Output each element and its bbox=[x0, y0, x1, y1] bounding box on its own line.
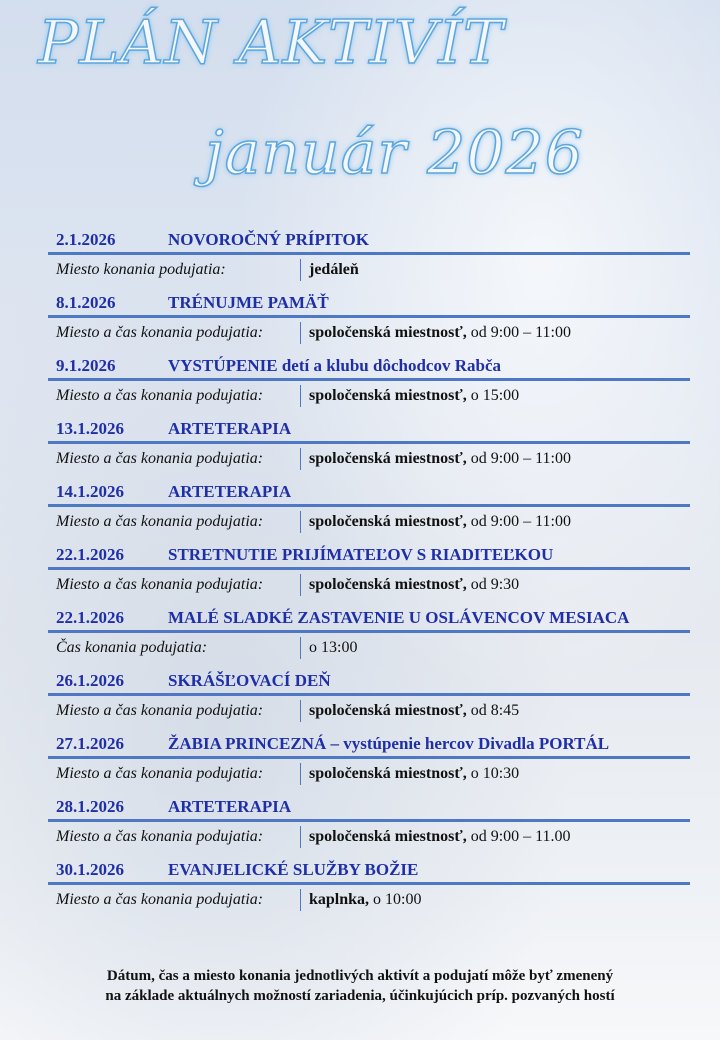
event-detail-value bbox=[301, 885, 422, 915]
event-detail-label: Miesto a čas konania podujatia: bbox=[48, 574, 301, 596]
event-header bbox=[48, 795, 690, 819]
event-name: SKRÁŠĽOVACÍ DEŇ bbox=[168, 671, 331, 690]
footer-line-1: Dátum, čas a miesto konania jednotlivých aktivít a podujatí môže byť zmenený bbox=[106, 968, 614, 984]
event-date: 13.1.2026 bbox=[56, 419, 124, 438]
event-item bbox=[48, 228, 690, 291]
event-place: spoločenská miestnosť, bbox=[309, 324, 467, 341]
event-item bbox=[48, 291, 690, 354]
event-time: o 10:30 bbox=[466, 765, 520, 782]
event-detail-value bbox=[301, 444, 571, 474]
event-name: ŽABIA PRINCEZNÁ – vystúpenie hercov Divadla PORTÁL bbox=[168, 734, 610, 753]
event-header bbox=[48, 354, 690, 378]
event-place: spoločenská miestnosť, bbox=[309, 450, 467, 467]
event-date: 9.1.2026 bbox=[56, 356, 116, 375]
footer-line-2: na základe aktuálnych možností zariadenia, účinkujúcich príp. pozvaných hostí bbox=[105, 988, 615, 1004]
event-item bbox=[48, 480, 690, 543]
event-detail-value bbox=[301, 633, 357, 663]
event-name: VYSTÚPENIE detí a klubu dôchodcov Rabča bbox=[168, 356, 501, 375]
event-date: 8.1.2026 bbox=[56, 293, 116, 312]
event-name: TRÉNUJME PAMÄŤ bbox=[168, 293, 329, 312]
event-header bbox=[48, 732, 690, 756]
event-detail-label: Čas konania podujatia: bbox=[48, 637, 301, 659]
event-detail-value bbox=[301, 255, 359, 285]
event-item bbox=[48, 858, 690, 921]
event-item bbox=[48, 606, 690, 669]
event-header bbox=[48, 606, 690, 630]
event-name: ARTETERAPIA bbox=[168, 482, 292, 501]
event-name: ARTETERAPIA bbox=[168, 797, 292, 816]
event-date: 26.1.2026 bbox=[56, 671, 124, 690]
event-detail-label: Miesto konania podujatia: bbox=[48, 259, 301, 281]
event-date: 22.1.2026 bbox=[56, 608, 124, 627]
event-header bbox=[48, 480, 690, 504]
event-detail bbox=[48, 570, 690, 600]
event-detail-label: Miesto a čas konania podujatia: bbox=[48, 700, 301, 722]
event-detail bbox=[48, 885, 690, 915]
event-place: spoločenská miestnosť, bbox=[309, 828, 467, 845]
event-time: o 10:00 bbox=[369, 891, 422, 908]
event-detail-label: Miesto a čas konania podujatia: bbox=[48, 511, 301, 533]
event-detail-value bbox=[301, 759, 519, 789]
event-detail-label: Miesto a čas konania podujatia: bbox=[48, 385, 301, 407]
event-time: o 15:00 bbox=[466, 387, 520, 404]
event-header bbox=[48, 858, 690, 882]
event-detail bbox=[48, 255, 690, 285]
event-time: od 9:00 – 11:00 bbox=[466, 324, 571, 341]
event-detail bbox=[48, 696, 690, 726]
event-item bbox=[48, 417, 690, 480]
event-detail bbox=[48, 318, 690, 348]
event-item bbox=[48, 543, 690, 606]
event-place: spoločenská miestnosť, bbox=[309, 576, 467, 593]
event-place: spoločenská miestnosť, bbox=[309, 513, 467, 530]
event-time: od 9:00 – 11.00 bbox=[466, 828, 571, 845]
event-detail-value bbox=[301, 507, 571, 537]
event-place: jedáleň bbox=[309, 261, 359, 278]
event-list bbox=[48, 228, 690, 921]
event-detail bbox=[48, 381, 690, 411]
event-name: STRETNUTIE PRIJÍMATEĽOV S RIADITEĽKOU bbox=[168, 545, 554, 564]
event-date: 27.1.2026 bbox=[56, 734, 124, 753]
event-date: 2.1.2026 bbox=[56, 230, 116, 249]
event-time: od 9:00 – 11:00 bbox=[466, 450, 571, 467]
event-detail-label: Miesto a čas konania podujatia: bbox=[48, 763, 301, 785]
footer-note bbox=[0, 966, 720, 1006]
event-name: ARTETERAPIA bbox=[168, 419, 292, 438]
event-place: spoločenská miestnosť, bbox=[309, 387, 467, 404]
event-detail-value bbox=[301, 381, 519, 411]
event-time: od 9:00 – 11:00 bbox=[466, 513, 571, 530]
event-place: spoločenská miestnosť, bbox=[309, 702, 467, 719]
event-header bbox=[48, 228, 690, 252]
event-name: MALÉ SLADKÉ ZASTAVENIE U OSLÁVENCOV MESIACA bbox=[168, 608, 630, 627]
event-detail bbox=[48, 444, 690, 474]
event-detail bbox=[48, 507, 690, 537]
event-header bbox=[48, 669, 690, 693]
event-detail-label: Miesto a čas konania podujatia: bbox=[48, 889, 301, 911]
event-item bbox=[48, 669, 690, 732]
event-time: o 13:00 bbox=[309, 639, 358, 656]
event-detail-value bbox=[301, 570, 519, 600]
event-name: NOVOROČNÝ PRÍPITOK bbox=[168, 230, 369, 249]
event-header bbox=[48, 543, 690, 567]
event-header bbox=[48, 417, 690, 441]
event-date: 30.1.2026 bbox=[56, 860, 124, 879]
poster-subtitle: január 2026 bbox=[205, 118, 584, 188]
event-detail-value bbox=[301, 696, 519, 726]
event-detail-label: Miesto a čas konania podujatia: bbox=[48, 826, 301, 848]
event-date: 28.1.2026 bbox=[56, 797, 124, 816]
poster-title: PLÁN AKTIVÍT bbox=[38, 8, 505, 78]
event-item bbox=[48, 354, 690, 417]
event-detail bbox=[48, 759, 690, 789]
event-detail-value bbox=[301, 822, 571, 852]
event-detail-label: Miesto a čas konania podujatia: bbox=[48, 448, 301, 470]
event-detail-label: Miesto a čas konania podujatia: bbox=[48, 322, 301, 344]
event-detail bbox=[48, 822, 690, 852]
event-place: spoločenská miestnosť, bbox=[309, 765, 467, 782]
event-item bbox=[48, 732, 690, 795]
event-header bbox=[48, 291, 690, 315]
event-name: EVANJELICKÉ SLUŽBY BOŽIE bbox=[168, 860, 419, 879]
event-detail-value bbox=[301, 318, 571, 348]
event-date: 14.1.2026 bbox=[56, 482, 124, 501]
event-time: od 8:45 bbox=[466, 702, 520, 719]
event-time: od 9:30 bbox=[466, 576, 520, 593]
event-date: 22.1.2026 bbox=[56, 545, 124, 564]
event-detail bbox=[48, 633, 690, 663]
event-place: kaplnka, bbox=[309, 891, 370, 908]
event-item bbox=[48, 795, 690, 858]
